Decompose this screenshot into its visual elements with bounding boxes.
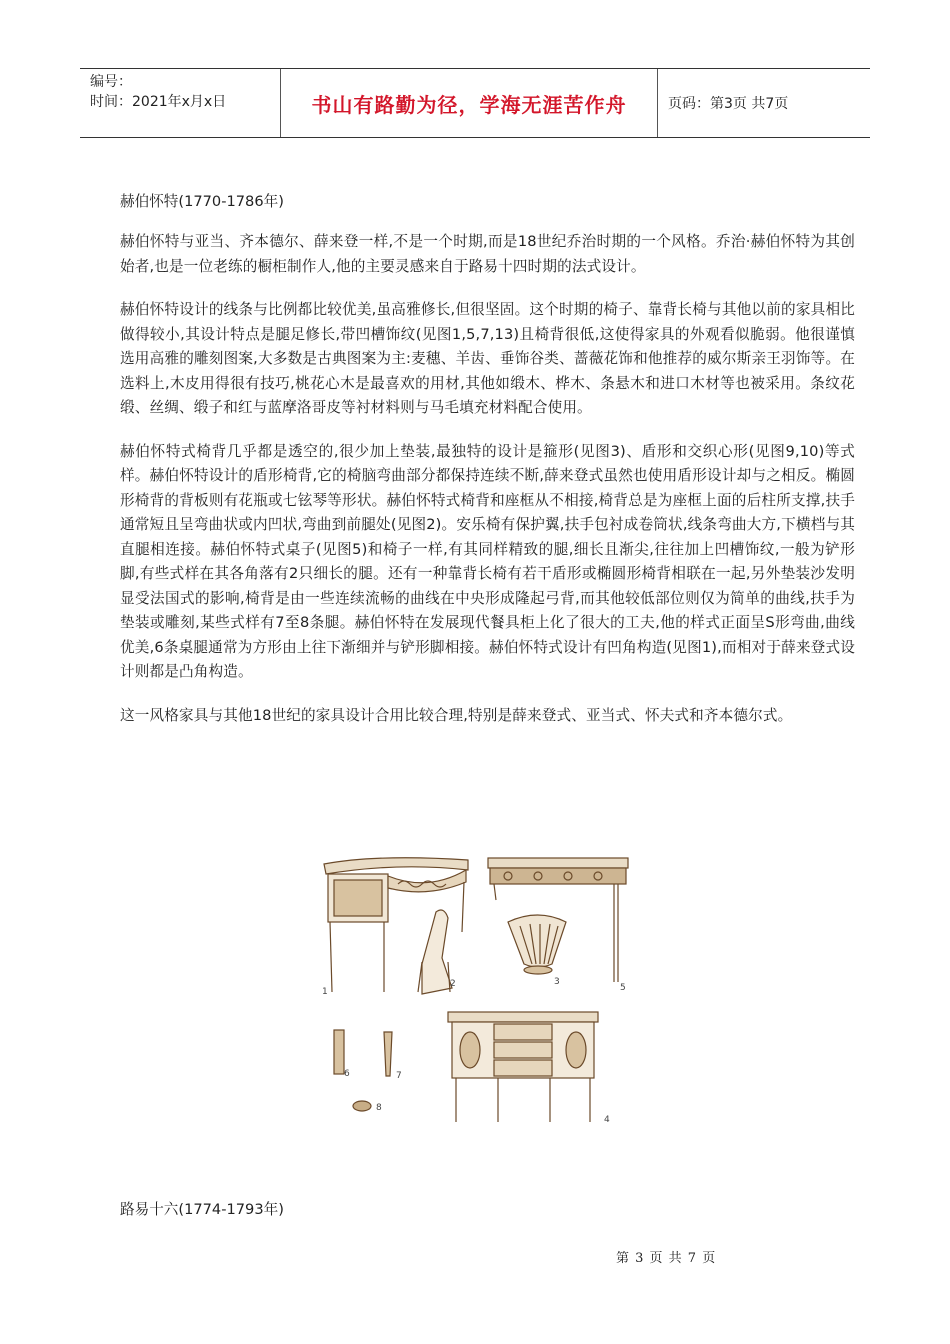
furniture-drawing xyxy=(318,852,630,1130)
figure-label-6: 6 xyxy=(344,1069,350,1079)
document-body xyxy=(120,190,855,747)
header-motto-cell xyxy=(281,69,658,137)
figure-label-3: 3 xyxy=(554,977,560,987)
figure-label-4: 4 xyxy=(604,1115,610,1125)
figure-label-7: 7 xyxy=(396,1071,402,1081)
figure-label-1: 1 xyxy=(322,987,328,997)
page-header xyxy=(80,68,870,138)
motto: 书山有路勤为径，学海无涯苦作舟 xyxy=(311,92,627,117)
next-section-title: 路易十六(1774-1793年) xyxy=(120,1201,284,1218)
header-left-cell xyxy=(80,69,281,137)
paragraph-2: 赫伯怀特设计的线条与比例都比较优美,虽高雅修长,但很坚固。这个时期的椅子、靠背长椅与其他以前的家具相比做得较小,其设计特点是腿足修长,带凹槽饰纹(见图1,5,7,13)且椅背很低,这使得家具的外观看似脆弱。他很谨慎选用高雅的雕刻图案,大多数是古典图案为主:麦穗、羊齿、垂饰谷类、蔷薇花饰和他推荐的威尔斯亲王羽饰等。在选料上,木皮用得很有技巧,桃花心木是最喜欢的用材,其他如缎木、桦木、条悬木和进口木材等也被采用。条纹花缎、丝绸、缎子和红与蓝摩洛哥皮等衬材料则与马毛填充材料配合使用。 xyxy=(120,301,855,416)
figure-label-8: 8 xyxy=(376,1103,382,1113)
page-code: 页码：第3页 共7页 xyxy=(668,96,789,112)
page-footer: 第 3 页 共 7 页 xyxy=(616,1251,717,1266)
header-right-cell xyxy=(658,69,870,137)
paragraph-4: 这一风格家具与其他18世纪的家具设计合用比较合理,特别是薛来登式、亚当式、怀夫式和齐本德尔式。 xyxy=(120,706,793,724)
time-label: 时间：2021年x月x日 xyxy=(90,94,227,110)
furniture-illustration xyxy=(318,852,630,1130)
paragraph-1: 赫伯怀特与亚当、齐本德尔、薛来登一样,不是一个时期,而是18世纪乔治时期的一个风格。乔治·赫伯怀特为其创始者,也是一位老练的橱柜制作人,他的主要灵感来自于路易十四时期的法式设计。 xyxy=(120,233,855,275)
figure-label-5: 5 xyxy=(620,983,626,993)
paragraph-3: 赫伯怀特式椅背几乎都是透空的,很少加上垫装,最独特的设计是箍形(见图3)、盾形和交织心形(见图9,10)等式样。赫伯怀特设计的盾形椅背,它的椅脑弯曲部分都保持连续不断,薛来登式虽然也使用盾形设计却与之相反。椭圆形椅背的背板则有花瓶或七铉琴等形状。赫伯怀特式椅背和座框从不相接,椅背总是为座框上面的后柱所支撑,扶手通常短且呈弯曲状或内凹状,弯曲到前腿处(见图2)。安乐椅有保护翼,扶手包衬成卷筒状,线条弯曲大方,下横档与其直腿相连接。赫伯怀特式桌子(见图5)和椅子一样,有其同样精致的腿,细长且渐尖,往往加上凹槽饰纹,一般为铲形脚,有些式样在其各角落有2只细长的腿。还有一种靠背长椅有若干盾形或椭圆形椅背相联在一起,另外垫装沙发明显受法国式的影响,椅背是由一些连续流畅的曲线在中央形成隆起弓背,而其他较低部位则仅为简单的曲线,扶手为垫装或雕刻,某些式样有7至8条腿。赫伯怀特在发展现代餐具柜上化了很大的工夫,他的样式正面呈S形弯曲,曲线优美,6条桌腿通常为方形由上往下渐细并与铲形脚相接。赫伯怀特式设计有凹角构造(见图1),而相对于薛来登式设计则都是凸角构造。 xyxy=(120,442,855,680)
figure-label-2: 2 xyxy=(450,979,456,989)
number-label: 编号： xyxy=(90,74,132,90)
section-title: 赫伯怀特(1770-1786年) xyxy=(120,193,284,210)
